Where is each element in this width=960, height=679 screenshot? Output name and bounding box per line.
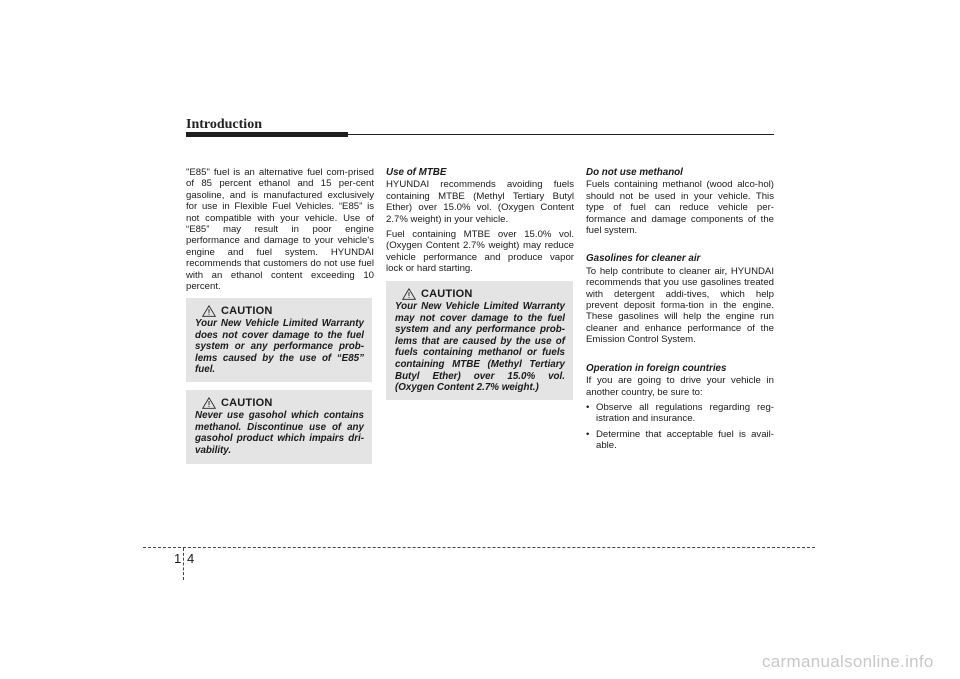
mtbe-paragraph-1: HYUNDAI recommends avoiding fuels containing MTBE (Methyl Tertiary Butyl Ether) over 15.0% vol. (Oxygen Content 2.7% weight) in your vehicle. — [386, 179, 574, 225]
e85-paragraph: "E85" fuel is an alternative fuel com-prised of 85 percent ethanol and 15 per-cent gasoline, and is manufactured exclusively for use in Flexible Fuel Vehicles. “E85” is not compatible with your vehicle. Use of “E85” may result in poor engine performance and damage to your vehicle's engine and fuel system. HYUNDAI recommends that customers do not use fuel with an ethanol content exceeding 10 percent. — [186, 167, 374, 293]
caution-title: CAUTION — [221, 305, 273, 317]
caution-text: Never use gasohol which contains methanol. Discontinue use of any gasohol product which impairs dri-vability. — [195, 410, 364, 456]
foreign-countries-list — [586, 402, 774, 452]
caution-title: CAUTION — [421, 288, 473, 300]
caution-text: Your New Vehicle Limited Warranty may not cover damage to the fuel system and any performance prob-lems that are caused by the use of fuels containing methanol or fuels containing MTBE (Methyl Tertiary Butyl Ether) over 15.0% vol. (Oxygen Content 2.7% weight.) — [395, 301, 565, 394]
header-rule — [186, 134, 774, 135]
caution-box-e85 — [186, 298, 372, 382]
list-item: • Determine that acceptable fuel is avail-able. — [586, 429, 774, 452]
caution-box-mtbe — [386, 281, 573, 400]
watermark: carmanualsonline.info — [762, 652, 934, 671]
page-number: 4 — [187, 551, 195, 566]
warning-icon — [202, 305, 216, 317]
column-3 — [586, 167, 774, 456]
methanol-heading: Do not use methanol — [586, 167, 683, 178]
column-2 — [386, 167, 574, 279]
footer-rule — [143, 547, 815, 548]
column-1 — [186, 167, 374, 296]
cleaner-air-heading: Gasolines for cleaner air — [586, 253, 701, 265]
footer-divider — [183, 548, 184, 580]
warning-icon — [402, 288, 416, 300]
mtbe-heading: Use of MTBE — [386, 167, 447, 178]
foreign-countries-heading: Operation in foreign countries — [586, 362, 727, 374]
section-title: Introduction — [186, 117, 262, 132]
cleaner-air-paragraph: To help contribute to cleaner air, HYUNDAI recommends that you use gasolines treated with detergent addi-tives, which help prevent deposit forma-tion in the engine. These gasolines will help the engine run cleaner and enhance performance of the Emission Control System. — [586, 265, 774, 346]
methanol-paragraph: Fuels containing methanol (wood alco-hol) should not be used in your vehicle. This type of fuel can reduce vehicle per-formance and damage components of the fuel system. — [586, 179, 774, 237]
foreign-countries-paragraph: If you are going to drive your vehicle in another country, be sure to: — [586, 375, 774, 398]
mtbe-paragraph-2: Fuel containing MTBE over 15.0% vol. (Oxygen Content 2.7% weight) may reduce vehicle performance and produce vapor lock or hard starting. — [386, 229, 574, 275]
caution-text: Your New Vehicle Limited Warranty does not cover damage to the fuel system or any performance prob-lems caused by the use of “E85” fuel. — [195, 318, 364, 376]
warning-icon — [202, 397, 216, 409]
chapter-number: 1 — [174, 551, 182, 566]
caution-title: CAUTION — [221, 397, 273, 409]
caution-box-gasohol — [186, 390, 372, 464]
list-item: • Observe all regulations regarding reg-istration and insurance. — [586, 402, 774, 425]
